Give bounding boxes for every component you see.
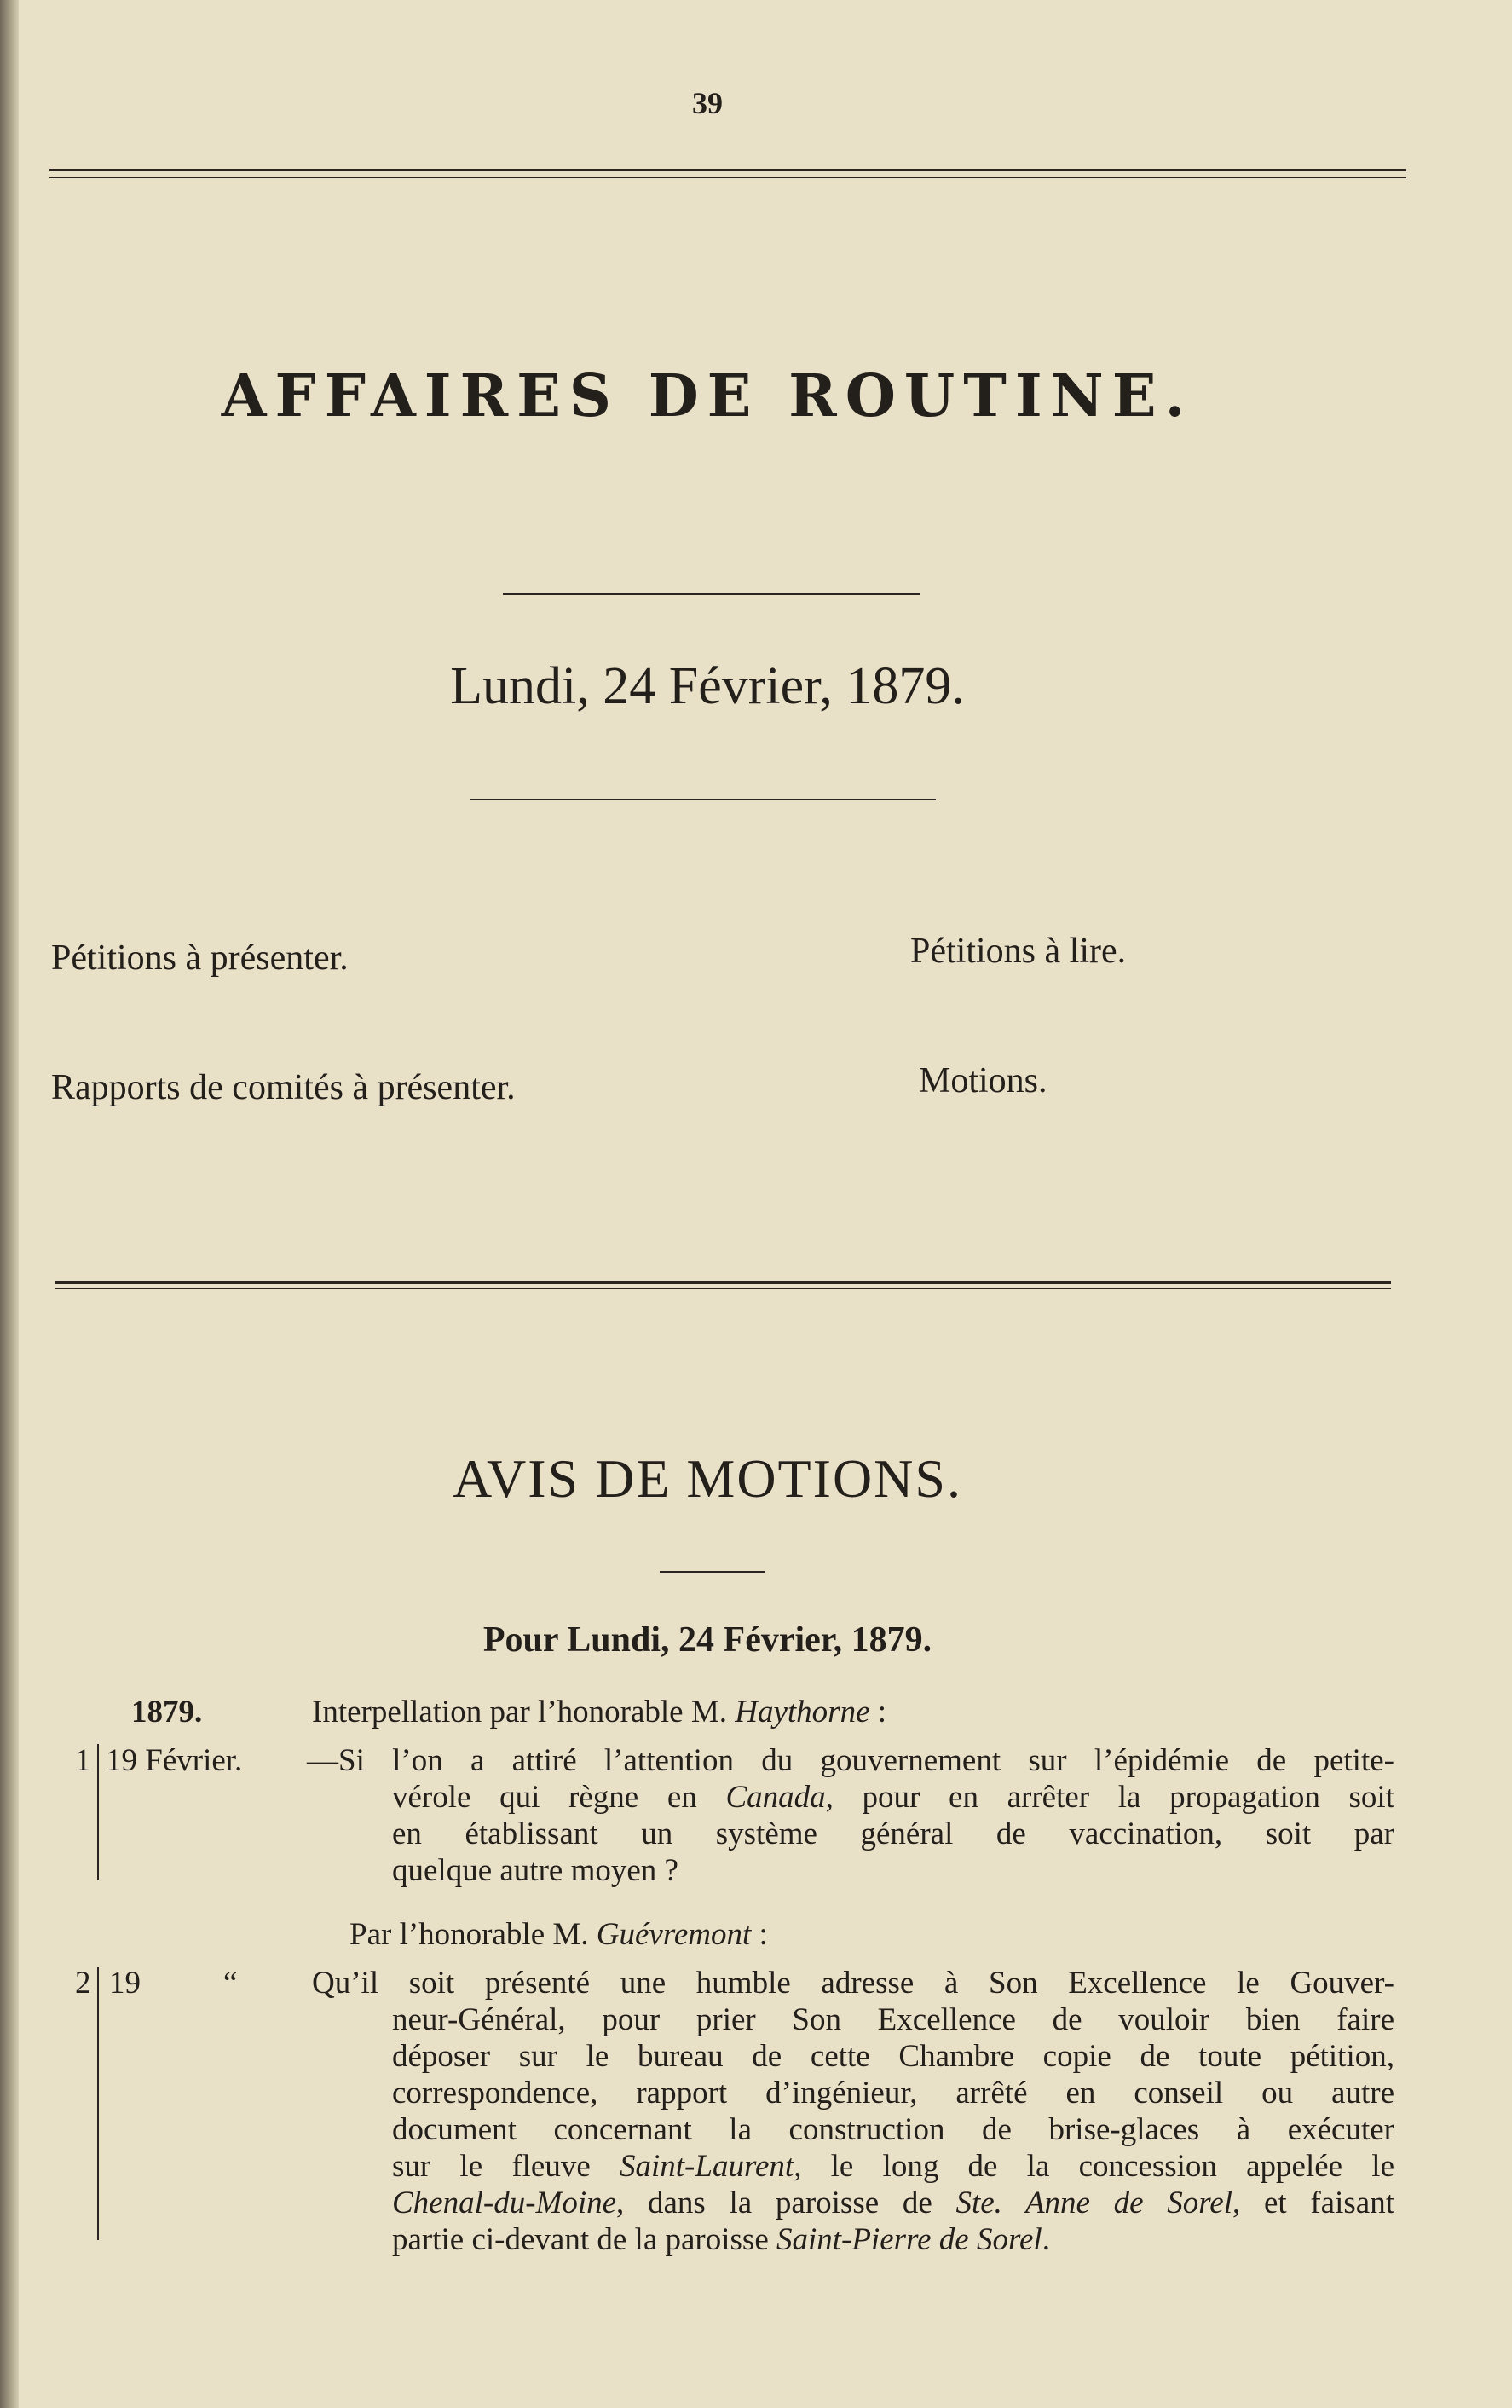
section-title-avis: AVIS DE MOTIONS. [453,1448,962,1509]
motion1-line2-b: , pour en arrêter la propagation soit [825,1780,1394,1815]
motion2-place-saint-pierre: Saint-Pierre de Sorel [776,2222,1042,2257]
motion2-line4: correspondence, rapport d’ingénieur, arrêté en conseil ou autre [392,2076,1394,2111]
motion1-body [392,1779,1394,1889]
motion2-line6-b: , le long de la concession appelée le [794,2149,1395,2184]
motion2-line7-c: , et faisant [1232,2186,1394,2220]
motion2-line8-b: . [1042,2222,1050,2257]
top-rule-thin [49,177,1406,178]
motion2-line8-a: partie ci-devant de la paroisse [392,2222,776,2257]
agenda-item-petitions-presenter: Pétitions à présenter. [51,938,349,978]
motion1-number: 1 [75,1743,91,1778]
motion2-line3: déposer sur le bureau de cette Chambre copie de toute pétition, [392,2039,1394,2074]
middle-rule [55,1281,1391,1284]
motion2-intro-text: Par l’honorable M. [349,1917,597,1952]
middle-rule-thin [55,1288,1391,1289]
year-label: 1879. [131,1695,203,1729]
motion2-first-line [312,1965,1394,2001]
motion2-ditto-mark: “ [223,1966,238,2001]
motion1-intro-text: Interpellation par l’honorable M. [312,1695,736,1729]
motion1-text [307,1742,1394,1779]
motion1-line2-a: vérole qui règne en [392,1780,726,1815]
motion2-date: 19 [109,1966,141,2001]
motion2-number: 2 [75,1966,91,2001]
date-heading: Lundi, 24 Février, 1879. [450,657,965,715]
top-rule [49,169,1406,171]
motion2-line2: neur-Général, pour prier Son Excellence de vouloir bien faire [392,2002,1394,2037]
motion2-place-ste-anne: Ste. Anne de Sorel [955,2186,1233,2220]
motion1-line4: quelque autre moyen ? [392,1853,678,1888]
motion2-body [392,2001,1394,2258]
divider-under-date [470,799,936,800]
section-title-routine: AFFAIRES DE ROUTINE. [221,362,1194,430]
motion1-date: 19 Février. [106,1743,243,1778]
motion2-line8 [392,2221,1394,2258]
divider-avis [660,1571,765,1573]
motion2-intro [349,1916,768,1953]
motion2-intro-colon: : [751,1917,768,1952]
motion1-line2 [392,1779,1394,1816]
motion2-line7-b: , dans la paroisse de [616,2186,956,2220]
motion1-line1: —Si l’on a attiré l’attention du gouvernement sur l’épidémie de petite- [307,1743,1394,1778]
motion1-mover: Haythorne [735,1695,870,1729]
divider-short [503,593,920,595]
motion2-line1: Qu’il soit présenté une humble adresse à Son Excellence le Gouver- [312,1966,1394,2001]
motion1-place-canada: Canada [725,1780,826,1815]
agenda-item-petitions-lire: Pétitions à lire. [910,932,1127,971]
motion2-mover: Guévremont [596,1917,752,1952]
motion1-intro-colon: : [869,1695,887,1729]
agenda-item-rapports-comites: Rapports de comités à présenter. [51,1068,516,1107]
motion2-line6-a: sur le fleuve [392,2149,620,2184]
agenda-item-motions: Motions. [919,1061,1047,1100]
motion1-line3: en établissant un système général de vaccination, soit par [392,1816,1394,1851]
page-number: 39 [692,86,723,120]
motion2-margin-bar [97,1967,99,2240]
motion2-place-saint-laurent: Saint-Laurent [620,2149,794,2184]
motion1-margin-bar [97,1744,99,1880]
motion2-line7 [392,2185,1394,2221]
notice-date: Pour Lundi, 24 Février, 1879. [482,1620,932,1660]
motion1-intro [312,1694,886,1730]
motion2-line5: document concernant la construction de brise-glaces à exécuter [392,2112,1394,2147]
motion2-place-chenal: Chenal-du-Moine [392,2186,617,2220]
motion2-line6 [392,2148,1394,2185]
page-binding-edge [0,0,19,2408]
